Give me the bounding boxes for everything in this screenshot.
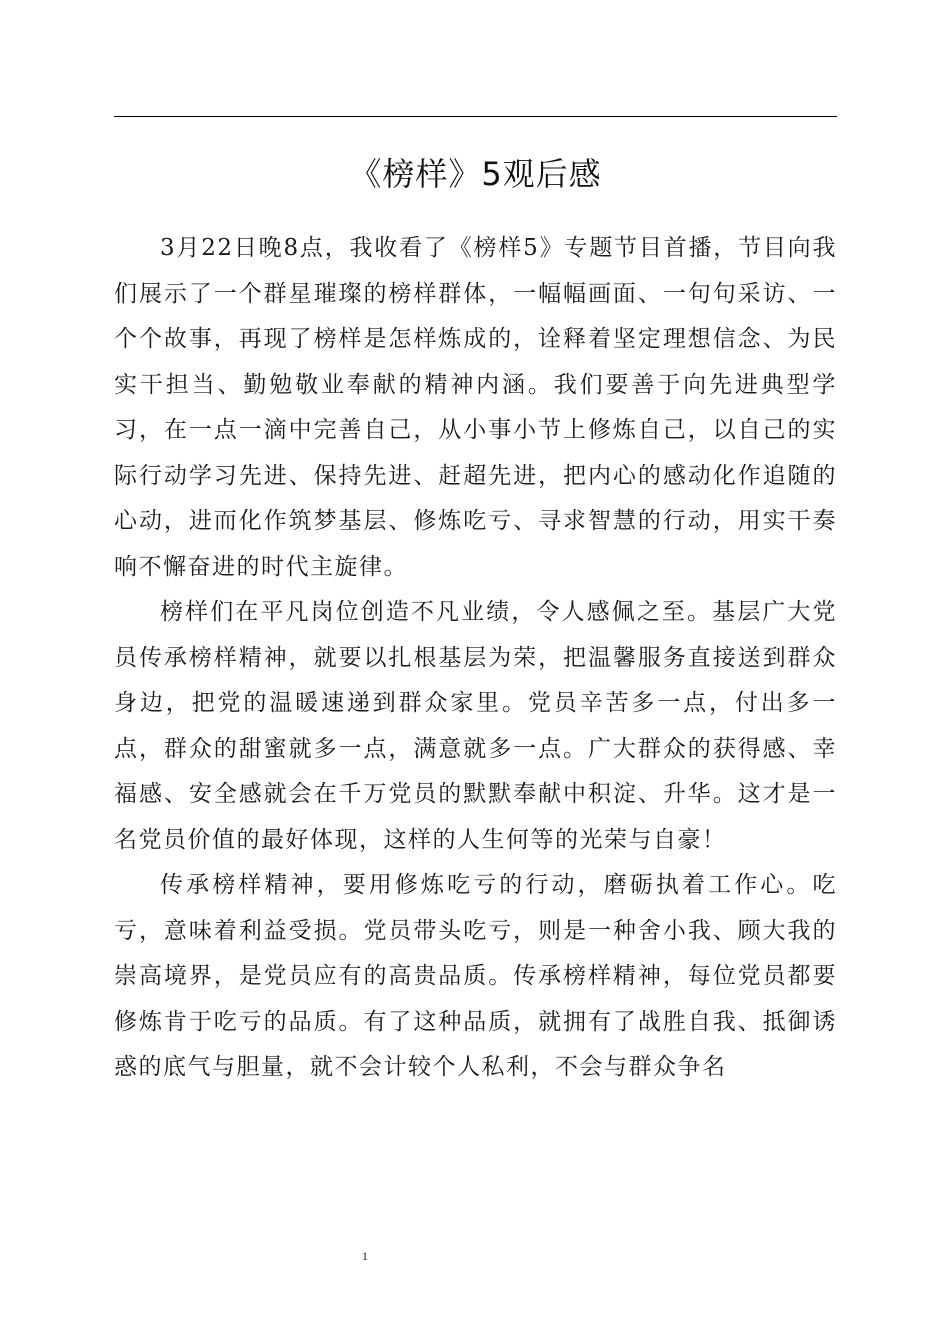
paragraph: 3月22日晚8点，我收看了《榜样5》专题节目首播，节目向我们展示了一个群星璀璨的榜样群体，一幅幅画面、一句句采访、一个个故事，再现了榜样是怎样炼成的，诠释着坚定理想信念、为民实干担当、勤勉敬业奉献的精神内涵。我们要善于向先进典型学习，在一点一滴中完善自己，从小事小节上修炼自己，以自己的实际行动学习先进、保持先进、赶超先进，把内心的感动化作追随的心动，进而化作筑梦基层、修炼吃亏、寻求智慧的行动，用实干奏响不懈奋进的时代主旋律。 xyxy=(114,235,837,580)
header-rule xyxy=(114,116,837,117)
paragraph: 榜样们在平凡岗位创造不凡业绩，令人感佩之至。基层广大党员传承榜样精神，就要以扎根基层为荣，把温馨服务直接送到群众身边，把党的温暖速递到群众家里。党员辛苦多一点，付出多一点，群众的甜蜜就多一点，满意就多一点。广大群众的获得感、幸福感、安全感就会在千万党员的默默奉献中积淀、升华。这才是一名党员价值的最好体现，这样的人生何等的光荣与自豪！ xyxy=(114,599,837,853)
page-number: 1 xyxy=(362,1249,368,1263)
document-body xyxy=(114,226,837,1091)
document-title: 《榜样》5观后感 xyxy=(349,155,602,193)
paragraph: 传承榜样精神，要用修炼吃亏的行动，磨砺执着工作心。吃亏，意味着利益受损。党员带头吃亏，则是一种舍小我、顾大我的崇高境界，是党员应有的高贵品质。传承榜样精神，每位党员都要修炼肯于吃亏的品质。有了这种品质，就拥有了战胜自我、抵御诱惑的底气与胆量，就不会计较个人私利，不会与群众争名 xyxy=(114,872,837,1080)
